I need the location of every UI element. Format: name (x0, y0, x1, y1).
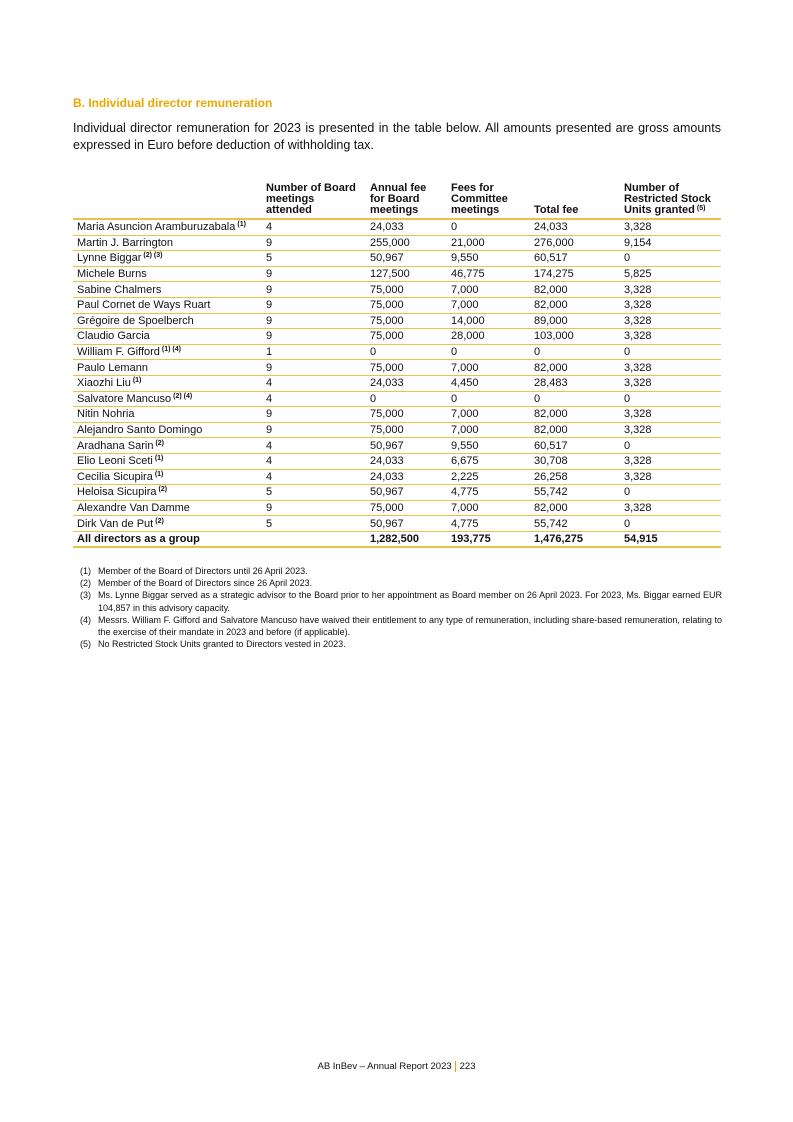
director-name-cell (73, 500, 262, 516)
footnote (80, 577, 722, 589)
cell-meetings: 4 (262, 391, 366, 407)
director-name-cell (73, 375, 262, 391)
cell-annual: 50,967 (366, 251, 447, 267)
total-cell-label: All directors as a group (73, 531, 262, 547)
cell-rsu: 3,328 (620, 297, 721, 313)
cell-rsu: 0 (620, 391, 721, 407)
table-row (73, 313, 721, 329)
director-name: Paulo Lemann (77, 361, 148, 374)
cell-committee: 7,000 (447, 297, 530, 313)
cell-rsu: 3,328 (620, 282, 721, 298)
footnote-number: (5) (80, 639, 91, 650)
cell-annual: 24,033 (366, 469, 447, 485)
cell-total: 55,742 (530, 516, 620, 532)
footnote-text: Ms. Lynne Biggar served as a strategic advisor to the Board prior to her appointment as Board member on 26 April 2023. For 2023, Ms. Biggar earned EUR 104,857 in this advisory capacity. (98, 590, 722, 613)
footnote-text: Messrs. William F. Gifford and Salvatore Mancuso have waived their entitlement to any type of remuneration, including share-based remuneration, relating to the exercise of their mandate in 2023 and before (if applicable). (98, 614, 722, 638)
cell-meetings: 9 (262, 329, 366, 345)
director-name: Michele Burns (77, 268, 147, 281)
footnote (80, 589, 722, 613)
cell-total: 89,000 (530, 313, 620, 329)
header-total-fee: Total fee (530, 183, 620, 219)
cell-committee: 0 (447, 219, 530, 235)
table-row (73, 219, 721, 235)
remuneration-table (73, 183, 721, 548)
director-note-ref: (1) (154, 455, 164, 463)
total-row (73, 531, 721, 547)
footer-page-number: 223 (459, 1061, 476, 1073)
cell-committee: 4,450 (447, 375, 530, 391)
director-name: Elio Leoni Sceti (77, 455, 153, 468)
cell-meetings: 9 (262, 313, 366, 329)
table-row (73, 407, 721, 423)
table-row (73, 438, 721, 454)
table-row (73, 516, 721, 532)
cell-committee: 21,000 (447, 235, 530, 251)
cell-rsu: 9,154 (620, 235, 721, 251)
page-footer (0, 1061, 793, 1072)
cell-committee: 7,000 (447, 282, 530, 298)
cell-rsu: 3,328 (620, 407, 721, 423)
table-row (73, 422, 721, 438)
table-row (73, 329, 721, 345)
director-name: Nitin Nohria (77, 408, 135, 421)
director-name-cell (73, 453, 262, 469)
cell-total: 0 (530, 344, 620, 360)
cell-rsu: 3,328 (620, 375, 721, 391)
table-row (73, 391, 721, 407)
director-name: Grégoire de Spoelberch (77, 314, 194, 327)
header-rsu (620, 183, 721, 219)
cell-committee: 7,000 (447, 500, 530, 516)
cell-annual: 75,000 (366, 407, 447, 423)
cell-meetings: 1 (262, 344, 366, 360)
cell-meetings: 5 (262, 516, 366, 532)
footnote (80, 638, 722, 650)
table-row (73, 282, 721, 298)
director-name-cell (73, 469, 262, 485)
cell-rsu: 0 (620, 251, 721, 267)
cell-total: 82,000 (530, 360, 620, 376)
director-name: Salvatore Mancuso (77, 392, 172, 405)
total-cell-annual: 1,282,500 (366, 531, 447, 547)
director-name: William F. Gifford (77, 346, 160, 359)
cell-meetings: 4 (262, 453, 366, 469)
table-row (73, 485, 721, 501)
table-header-row (73, 183, 721, 219)
director-name: Alejandro Santo Domingo (77, 424, 203, 437)
cell-meetings: 5 (262, 251, 366, 267)
director-name: Sabine Chalmers (77, 283, 162, 296)
table-row (73, 344, 721, 360)
cell-rsu: 0 (620, 485, 721, 501)
cell-meetings: 9 (262, 422, 366, 438)
footnote-text: Member of the Board of Directors until 26 April 2023. (98, 566, 308, 576)
director-name-cell (73, 360, 262, 376)
cell-rsu: 5,825 (620, 266, 721, 282)
director-name: Heloisa Sicupira (77, 486, 157, 499)
cell-total: 103,000 (530, 329, 620, 345)
director-note-ref: (1) (237, 221, 246, 229)
director-name: Claudio Garcia (77, 330, 150, 343)
cell-total: 276,000 (530, 235, 620, 251)
cell-annual: 127,500 (366, 266, 447, 282)
cell-annual: 24,033 (366, 453, 447, 469)
cell-annual: 50,967 (366, 438, 447, 454)
director-name: Paul Cornet de Ways Ruart (77, 299, 211, 312)
director-note-ref: (2) (3) (143, 252, 163, 260)
cell-rsu: 0 (620, 344, 721, 360)
cell-annual: 255,000 (366, 235, 447, 251)
cell-total: 55,742 (530, 485, 620, 501)
cell-total: 30,708 (530, 453, 620, 469)
cell-rsu: 3,328 (620, 219, 721, 235)
header-name (73, 183, 262, 219)
total-cell-committee: 193,775 (447, 531, 530, 547)
cell-meetings: 4 (262, 438, 366, 454)
header-rsu-note: (5) (696, 205, 706, 212)
director-name-cell (73, 297, 262, 313)
cell-total: 24,033 (530, 219, 620, 235)
footer-separator (455, 1061, 456, 1072)
director-name-cell (73, 407, 262, 423)
footnote-text: No Restricted Stock Units granted to Directors vested in 2023. (98, 639, 346, 650)
director-name-cell (73, 391, 262, 407)
cell-total: 82,000 (530, 297, 620, 313)
cell-meetings: 4 (262, 469, 366, 485)
cell-rsu: 0 (620, 516, 721, 532)
cell-rsu: 0 (620, 438, 721, 454)
cell-annual: 75,000 (366, 422, 447, 438)
cell-committee: 28,000 (447, 329, 530, 345)
cell-committee: 4,775 (447, 516, 530, 532)
cell-meetings: 9 (262, 360, 366, 376)
cell-total: 82,000 (530, 422, 620, 438)
cell-rsu: 3,328 (620, 313, 721, 329)
table-row (73, 297, 721, 313)
footnote-number: (4) (80, 614, 91, 625)
header-annual-fee: Annual fee for Board meetings (366, 183, 447, 219)
footnotes (80, 565, 722, 650)
cell-committee: 0 (447, 344, 530, 360)
director-name: Alexandre Van Damme (77, 501, 190, 514)
director-name-cell (73, 266, 262, 282)
cell-meetings: 9 (262, 500, 366, 516)
cell-annual: 50,967 (366, 485, 447, 501)
cell-total: 26,258 (530, 469, 620, 485)
table-row (73, 251, 721, 267)
cell-annual: 50,967 (366, 516, 447, 532)
table-row (73, 375, 721, 391)
cell-meetings: 4 (262, 375, 366, 391)
director-name-cell (73, 282, 262, 298)
table-row (73, 500, 721, 516)
cell-committee: 9,550 (447, 251, 530, 267)
footnote-number: (3) (80, 590, 91, 601)
director-name-cell (73, 219, 262, 235)
footnote-text: Member of the Board of Directors since 26 April 2023. (98, 578, 313, 589)
table-row (73, 469, 721, 485)
director-name: Aradhana Sarin (77, 439, 154, 452)
cell-annual: 24,033 (366, 375, 447, 391)
cell-rsu: 3,328 (620, 329, 721, 345)
director-note-ref: (2) (155, 439, 165, 447)
table-row (73, 266, 721, 282)
cell-annual: 75,000 (366, 297, 447, 313)
cell-annual: 75,000 (366, 329, 447, 345)
cell-meetings: 9 (262, 407, 366, 423)
total-cell-rsu: 54,915 (620, 531, 721, 547)
cell-meetings: 9 (262, 282, 366, 298)
cell-committee: 7,000 (447, 360, 530, 376)
cell-rsu: 3,328 (620, 453, 721, 469)
cell-total: 174,275 (530, 266, 620, 282)
cell-committee: 14,000 (447, 313, 530, 329)
director-name-cell (73, 313, 262, 329)
director-name-cell (73, 344, 262, 360)
header-meetings: Number of Board meetings attended (262, 183, 366, 219)
cell-total: 82,000 (530, 282, 620, 298)
director-name-cell (73, 422, 262, 438)
cell-total: 82,000 (530, 500, 620, 516)
director-name-cell (73, 235, 262, 251)
director-name-cell (73, 438, 262, 454)
header-committee-fees: Fees for Committee meetings (447, 183, 530, 219)
cell-committee: 4,775 (447, 485, 530, 501)
footnote-number: (2) (80, 578, 91, 589)
director-name: Lynne Biggar (77, 252, 142, 265)
cell-committee: 6,675 (447, 453, 530, 469)
cell-annual: 75,000 (366, 313, 447, 329)
cell-rsu: 3,328 (620, 360, 721, 376)
footnote (80, 614, 722, 638)
table-row (73, 453, 721, 469)
director-name-cell (73, 329, 262, 345)
cell-annual: 75,000 (366, 500, 447, 516)
director-name-cell (73, 485, 262, 501)
director-name-cell (73, 516, 262, 532)
cell-annual: 24,033 (366, 219, 447, 235)
section-heading: B. Individual director remuneration (73, 96, 273, 110)
cell-total: 60,517 (530, 251, 620, 267)
cell-committee: 7,000 (447, 422, 530, 438)
cell-annual: 75,000 (366, 360, 447, 376)
cell-meetings: 4 (262, 219, 366, 235)
director-name: Maria Asuncion Aramburuzabala (77, 221, 236, 234)
director-note-ref: (2) (155, 517, 164, 525)
intro-paragraph: Individual director remuneration for 2023 is presented in the table below. All amounts presented are gross amounts expressed in Euro before deduction of withholding tax. (73, 121, 721, 152)
table-row (73, 360, 721, 376)
footnote-number: (1) (80, 566, 91, 576)
table-row (73, 235, 721, 251)
cell-committee: 0 (447, 391, 530, 407)
cell-annual: 75,000 (366, 282, 447, 298)
director-name: Xiaozhi Liu (77, 377, 131, 390)
total-cell-total: 1,476,275 (530, 531, 620, 547)
cell-rsu: 3,328 (620, 422, 721, 438)
director-name: Martin J. Barrington (77, 236, 173, 249)
cell-rsu: 3,328 (620, 469, 721, 485)
cell-rsu: 3,328 (620, 500, 721, 516)
cell-committee: 7,000 (447, 407, 530, 423)
header-rsu-label: Number of Restricted Stock Units granted (624, 182, 711, 216)
cell-committee: 2,225 (447, 469, 530, 485)
cell-annual: 0 (366, 391, 447, 407)
cell-meetings: 5 (262, 485, 366, 501)
director-name: Dirk Van de Put (77, 517, 154, 530)
director-name-cell (73, 251, 262, 267)
footer-report: AB InBev – Annual Report 2023 (317, 1061, 452, 1073)
director-note-ref: (1) (132, 377, 142, 385)
cell-total: 28,483 (530, 375, 620, 391)
total-cell-meetings (262, 531, 366, 547)
director-note-ref: (2) (4) (173, 392, 193, 400)
director-name: Cecilia Sicupira (77, 470, 153, 483)
cell-total: 82,000 (530, 407, 620, 423)
director-note-ref: (1) (4) (161, 346, 181, 354)
cell-total: 60,517 (530, 438, 620, 454)
director-note-ref: (1) (154, 470, 164, 478)
director-note-ref: (2) (158, 486, 168, 494)
cell-meetings: 9 (262, 235, 366, 251)
footnote (80, 565, 722, 577)
cell-total: 0 (530, 391, 620, 407)
cell-meetings: 9 (262, 266, 366, 282)
cell-annual: 0 (366, 344, 447, 360)
cell-meetings: 9 (262, 297, 366, 313)
cell-committee: 9,550 (447, 438, 530, 454)
cell-committee: 46,775 (447, 266, 530, 282)
table-body (73, 219, 721, 547)
